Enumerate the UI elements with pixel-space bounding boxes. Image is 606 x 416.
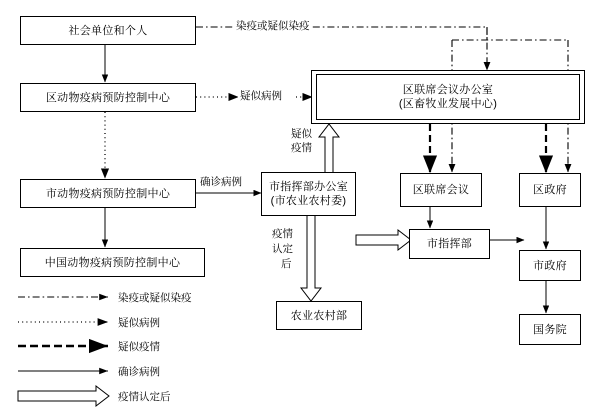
node-label: 市政府 xyxy=(533,259,567,272)
legend-label-after-confirmation: 疫情认定后 xyxy=(118,391,171,403)
node-label: 市指挥部 xyxy=(426,238,473,250)
node-sublabel: (市农业农村委) xyxy=(270,195,347,207)
node-label: 区动物疫病预防控制中心 xyxy=(45,91,171,104)
edge-label-confirmed-case: 确诊病例 xyxy=(200,176,242,188)
edge-label-suspected-case: 疑似病例 xyxy=(240,90,282,102)
node-city-command-office[interactable] xyxy=(261,172,356,216)
edge-label-epidemic-1: 疫情 xyxy=(291,142,312,154)
node-label: 区联席会议办公室 xyxy=(402,84,494,96)
node-sublabel: (区畜牧业发展中心) xyxy=(398,98,498,110)
edge-label-epidemic-2: 疫情 xyxy=(272,228,293,240)
node-label: 区政府 xyxy=(533,184,567,196)
node-ministry-agriculture[interactable] xyxy=(276,301,362,330)
node-label: 社会单位和个人 xyxy=(68,24,148,37)
legend-label-confirmed-case: 确诊病例 xyxy=(118,366,160,378)
node-social-units-and-individuals[interactable] xyxy=(20,16,196,45)
node-district-animal-disease-center[interactable] xyxy=(20,83,196,112)
node-label: 市指挥部办公室 xyxy=(268,181,349,193)
legend-label-suspected-epidemic: 疑似疫情 xyxy=(118,341,160,353)
node-district-government[interactable] xyxy=(519,173,581,207)
node-district-joint-meeting-office[interactable] xyxy=(316,74,580,120)
node-label: 市动物疫病预防控制中心 xyxy=(45,187,171,200)
node-district-joint-meeting[interactable] xyxy=(400,173,482,207)
node-label: 农业农村部 xyxy=(290,309,348,322)
node-state-council[interactable] xyxy=(519,314,581,345)
node-label: 国务院 xyxy=(533,323,567,336)
edge-label-infected-or-suspected: 染疫或疑似染疫 xyxy=(236,20,310,32)
node-city-animal-disease-center[interactable] xyxy=(20,179,196,208)
legend-label-suspected-case: 疑似病例 xyxy=(118,317,160,329)
node-label: 区联席会议 xyxy=(412,184,470,196)
edge-label-confirm-1: 认定 xyxy=(272,243,293,255)
node-city-command[interactable] xyxy=(409,229,490,259)
node-label: 中国动物疫病预防控制中心 xyxy=(44,256,181,269)
node-china-animal-disease-center[interactable] xyxy=(20,248,205,277)
edge-label-after: 后 xyxy=(281,258,292,270)
node-city-government[interactable] xyxy=(519,250,581,281)
edge-label-suspected-1: 疑似 xyxy=(291,128,312,140)
legend-label-infected-or-suspected: 染疫或疑似染疫 xyxy=(118,292,192,304)
